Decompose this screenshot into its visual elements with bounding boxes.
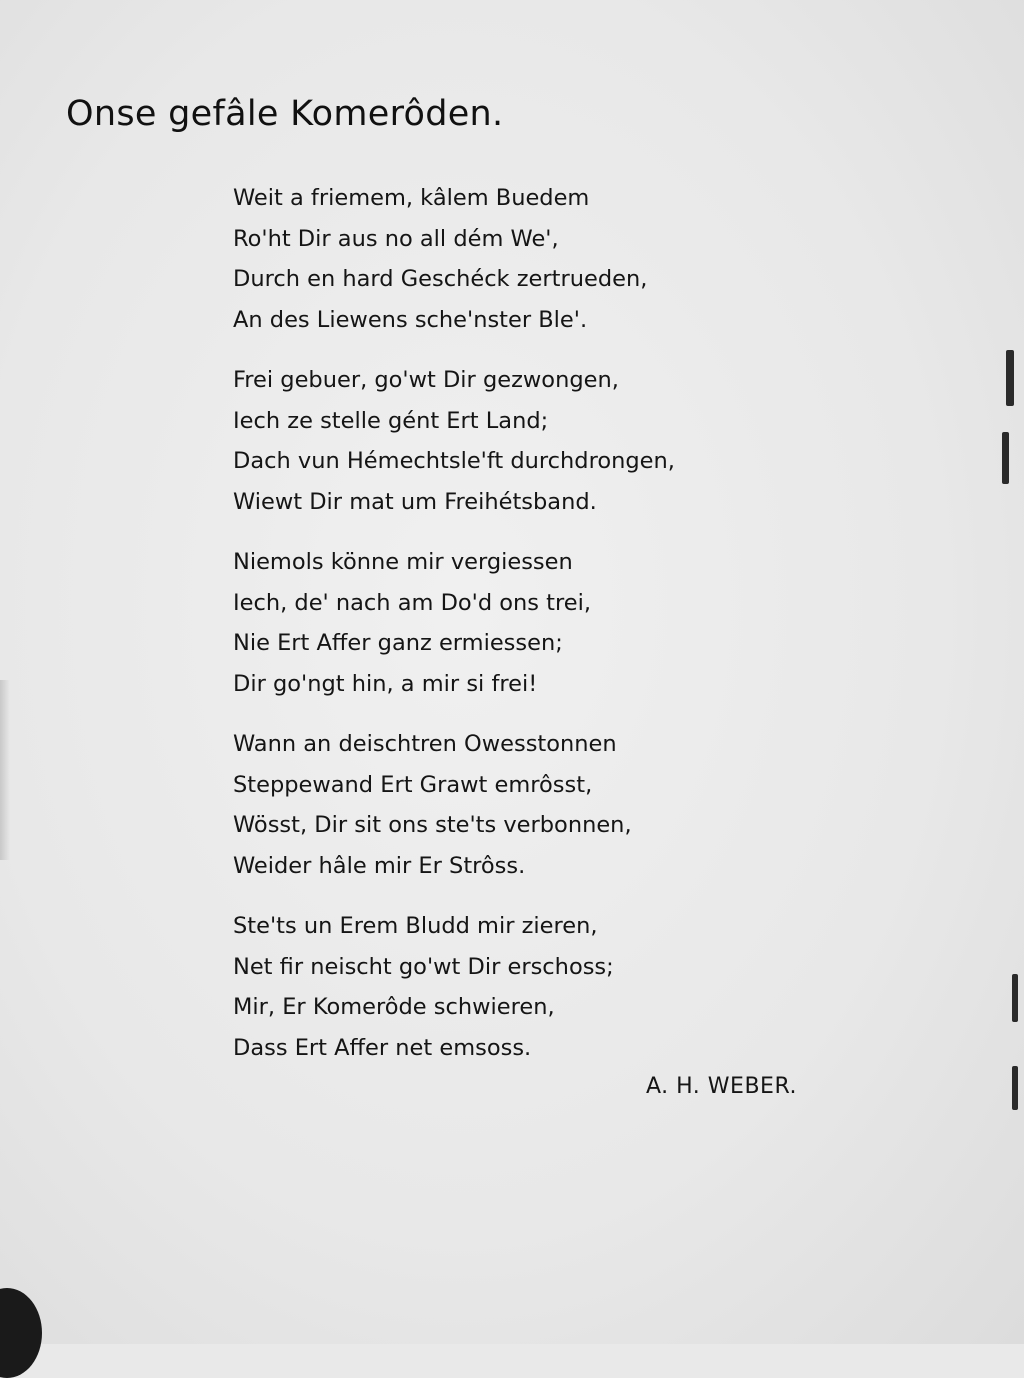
stanza-4 [233, 724, 833, 886]
poem-line: Nie Ert Affer ganz ermiessen; [233, 630, 563, 656]
poem-title: Onse gefâle Komerôden. [66, 94, 504, 134]
poem-line: Net fir neischt go'wt Dir erschoss; [233, 953, 614, 980]
stanza-5 [233, 906, 833, 1068]
edge-scan-mark [1012, 1066, 1018, 1110]
poem-line: Dir go'ngt hin, a mir si frei! [233, 670, 538, 697]
author-signature: A. H. WEBER. [646, 1074, 797, 1099]
poem-line: Wiewt Dir mat um Freihétsband. [233, 488, 597, 515]
stanza-2 [233, 360, 833, 522]
poem-line: Weider hâle mir Er Strôss. [233, 852, 526, 879]
poem-line: Wann an deischtren Owesstonnen [233, 731, 617, 757]
poem-line: Dach vun Hémechtsle'ft durchdrongen, [233, 448, 675, 474]
poem-line: Mir, Er Komerôde schwieren, [233, 994, 555, 1020]
corner-scan-shadow [0, 1288, 42, 1378]
poem-line: Ste'ts un Erem Bludd mir zieren, [233, 913, 598, 939]
poem-body [233, 178, 833, 1088]
poem-line: Steppewand Ert Grawt emrôsst, [233, 771, 593, 798]
poem-line: Frei gebuer, go'wt Dir gezwongen, [233, 367, 619, 393]
edge-scan-mark [1006, 350, 1014, 406]
poem-line: Iech ze stelle gént Ert Land; [233, 407, 549, 434]
stanza-3 [233, 542, 833, 704]
poem-line: An des Liewens sche'nster Ble'. [233, 306, 588, 333]
poem-line: Dass Ert Affer net emsoss. [233, 1034, 532, 1061]
stanza-1 [233, 178, 833, 340]
poem-line: Ro'ht Dir aus no all dém We', [233, 225, 559, 252]
poem-line: Durch en hard Geschéck zertrueden, [233, 266, 648, 292]
edge-shadow [0, 680, 10, 860]
edge-scan-mark [1002, 432, 1009, 484]
edge-scan-mark [1012, 974, 1018, 1022]
poem-line: Wösst, Dir sit ons ste'ts verbonnen, [233, 812, 632, 838]
poem-line: Iech, de' nach am Do'd ons trei, [233, 589, 592, 616]
poem-line: Weit a friemem, kâlem Buedem [233, 185, 590, 211]
poem-line: Niemols könne mir vergiessen [233, 549, 573, 575]
